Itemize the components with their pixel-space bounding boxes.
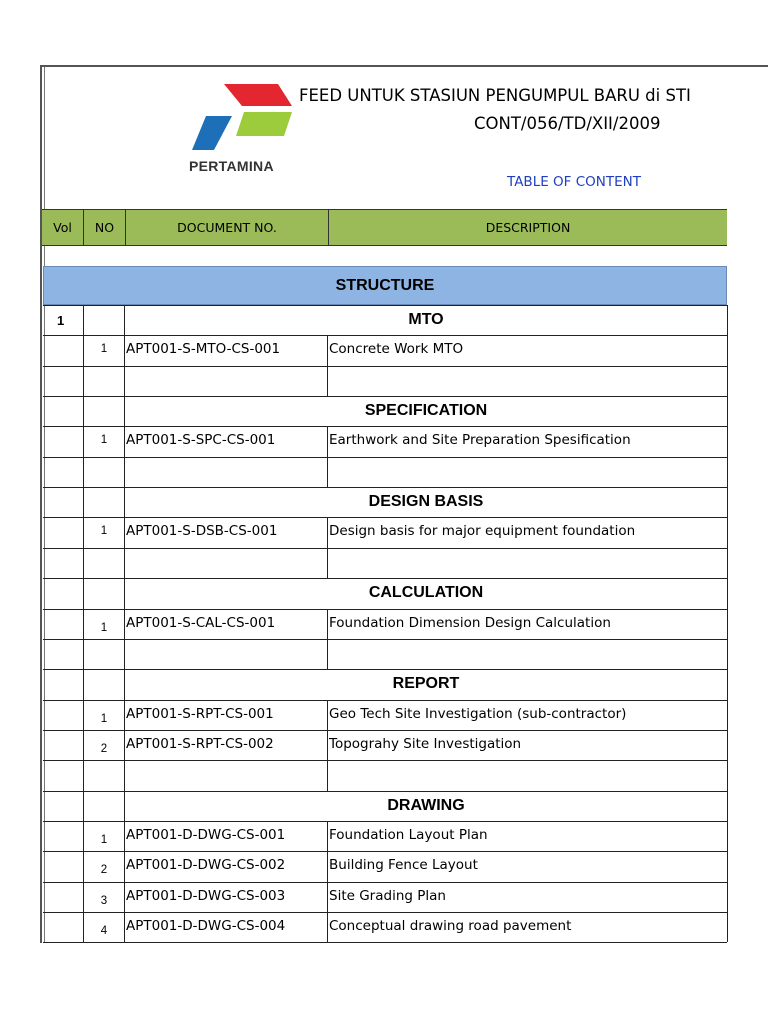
row-line	[43, 912, 727, 913]
row-line	[43, 700, 727, 701]
column-divider	[327, 426, 328, 456]
document-number: APT001-D-DWG-CS-004	[126, 918, 286, 934]
document-description: Foundation Layout Plan	[329, 826, 488, 843]
column-header-no: NO	[83, 210, 125, 245]
column-divider	[327, 335, 328, 365]
row-line	[43, 517, 727, 518]
row-line	[43, 578, 727, 579]
column-divider	[327, 548, 328, 578]
document-number: APT001-S-MTO-CS-001	[126, 341, 281, 358]
column-divider	[327, 457, 328, 487]
column-divider	[327, 912, 328, 942]
document-description: Foundation Dimension Design Calculation	[329, 614, 611, 631]
document-description: Design basis for major equipment foundation	[329, 523, 636, 540]
document-number: APT001-S-DSB-CS-001	[126, 523, 278, 540]
document-number: APT001-D-DWG-CS-001	[126, 826, 286, 843]
row-line	[43, 882, 727, 883]
row-line	[43, 457, 727, 458]
table-of-content-label: TABLE OF CONTENT	[507, 174, 641, 190]
column-divider	[124, 305, 125, 942]
row-line	[43, 942, 727, 943]
item-number: 1	[100, 712, 108, 725]
document-description: Earthwork and Site Preparation Spesification	[329, 432, 631, 449]
item-number: 1	[100, 621, 108, 634]
column-divider	[327, 639, 328, 669]
column-header-row	[42, 209, 727, 246]
item-number: 2	[100, 742, 108, 755]
document-description: Site Grading Plan	[329, 887, 446, 904]
row-line	[43, 760, 727, 761]
document-title: FEED UNTUK STASIUN PENGUMPUL BARU di STI	[299, 86, 691, 105]
subsection-title: CALCULATION	[368, 584, 484, 602]
document-description: Geo Tech Site Investigation (sub-contractor)	[329, 705, 627, 722]
item-number: 1	[100, 833, 108, 846]
column-header-vol: Vol	[53, 220, 72, 235]
column-divider	[327, 730, 328, 760]
item-number: 2	[100, 864, 108, 877]
row-line	[43, 305, 727, 306]
row-line	[43, 669, 727, 670]
document-number: APT001-S-SPC-CS-001	[126, 432, 276, 449]
contract-number: CONT/056/TD/XII/2009	[474, 114, 661, 133]
row-line	[43, 426, 727, 427]
section-header-structure: STRUCTURE	[43, 266, 727, 305]
item-number: 4	[100, 925, 108, 937]
column-divider	[327, 609, 328, 639]
row-line	[43, 366, 727, 367]
column-divider	[327, 700, 328, 730]
document-description: Building Fence Layout	[329, 857, 478, 874]
column-header-document-no: DOCUMENT NO.	[125, 210, 328, 245]
subsection-title: DESIGN BASIS	[368, 493, 484, 511]
row-line	[43, 335, 727, 336]
subsection-title: MTO	[408, 311, 444, 328]
document-number: APT001-S-CAL-CS-001	[126, 614, 276, 631]
row-line	[43, 851, 727, 852]
sheet-border-inner	[44, 67, 45, 943]
item-number: 1	[100, 525, 108, 538]
row-line	[43, 791, 727, 792]
row-line	[43, 609, 727, 610]
document-number: APT001-D-DWG-CS-002	[126, 857, 286, 874]
subsection-title: REPORT	[392, 675, 460, 693]
subsection-title: DRAWING	[387, 796, 465, 814]
item-number: 1	[100, 434, 108, 447]
column-header-description: DESCRIPTION	[328, 210, 727, 245]
column-divider	[327, 760, 328, 790]
document-description: Concrete Work MTO	[329, 341, 464, 358]
document-number: APT001-D-DWG-CS-003	[126, 887, 286, 904]
row-line	[43, 639, 727, 640]
row-line	[43, 487, 727, 488]
column-divider	[727, 305, 728, 942]
document-number: APT001-S-RPT-CS-002	[126, 735, 274, 752]
document-description: Conceptual drawing road pavement	[329, 918, 572, 934]
column-divider	[327, 517, 328, 547]
logo-text: PERTAMINA	[189, 158, 274, 174]
row-line	[43, 396, 727, 397]
subsection-title: SPECIFICATION	[364, 402, 488, 420]
column-divider	[327, 882, 328, 912]
row-line	[43, 730, 727, 731]
item-number: 1	[100, 343, 108, 356]
column-divider	[327, 366, 328, 396]
vol-number: 1	[57, 313, 65, 328]
row-line	[43, 821, 727, 822]
column-divider	[327, 821, 328, 851]
document-number: APT001-S-RPT-CS-001	[126, 705, 274, 722]
item-number: 3	[100, 894, 108, 907]
document-description: Topograhy Site Investigation	[329, 735, 522, 752]
column-divider	[327, 851, 328, 881]
row-line	[43, 548, 727, 549]
